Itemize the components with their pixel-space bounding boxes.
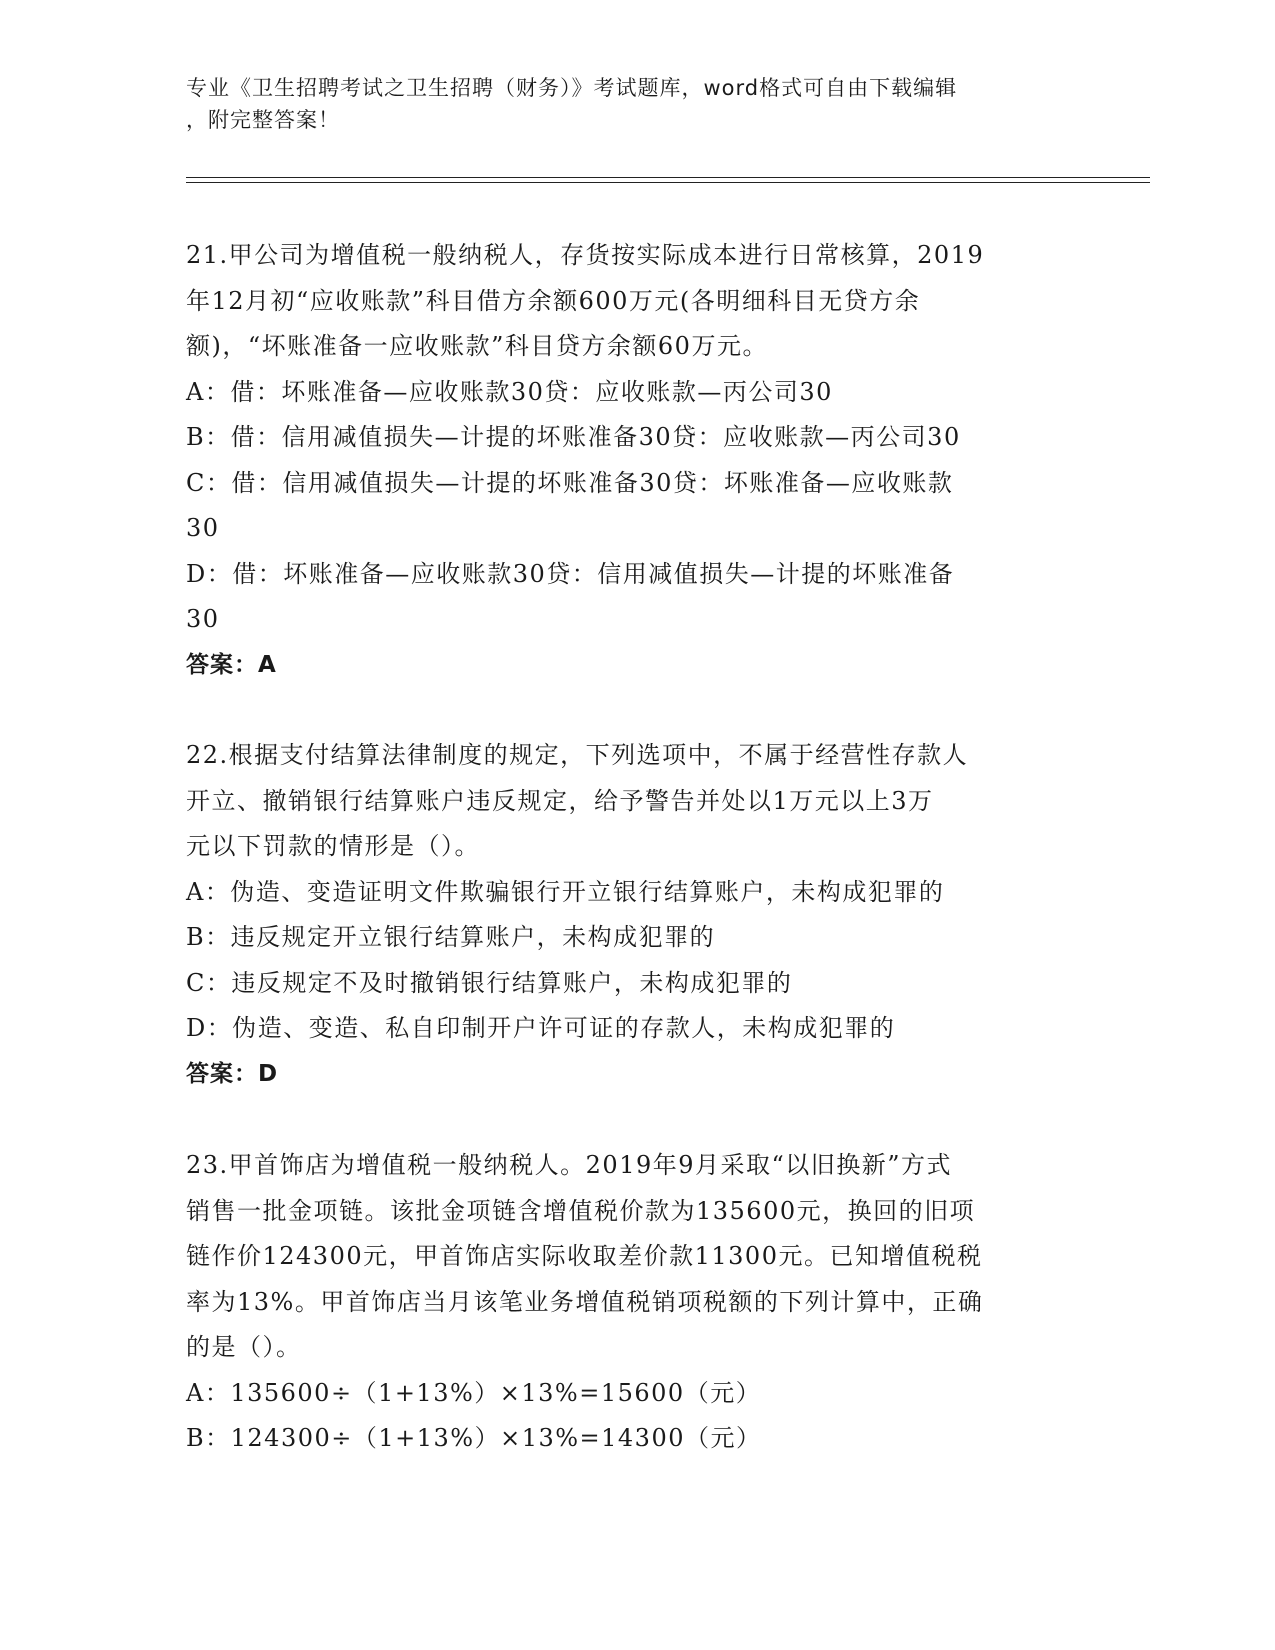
option-a: [186, 1371, 1086, 1417]
header-title-line: ，附完整答案！: [186, 108, 340, 132]
question-stem: [186, 733, 1086, 870]
option-line: A：借：坏账准备—应收账款30贷：应收账款—丙公司30: [186, 377, 833, 406]
header-divider: [186, 182, 1150, 183]
option-line: C：借：信用减值损失—计提的坏账准备30贷：坏账准备—应收账款: [186, 468, 954, 497]
question-stem-line: 额)，“坏账准备一应收账款”科目贷方余额60万元。: [186, 332, 768, 360]
document-header: [186, 72, 1086, 136]
option-a: [186, 370, 1086, 416]
option-line: D：伪造、变造、私自印制开户许可证的存款人，未构成犯罪的: [186, 1014, 896, 1042]
question-21: [186, 233, 1086, 688]
answer-label: 答案：D: [186, 1060, 279, 1087]
question-stem: [186, 233, 1086, 370]
question-stem: [186, 1143, 1086, 1371]
header-title-line: 专业《卫生招聘考试之卫生招聘（财务）》考试题库，word格式可自由下载编辑: [186, 76, 958, 100]
option-b: [186, 915, 1086, 961]
option-line: D：借：坏账准备—应收账款30贷：信用减值损失—计提的坏账准备: [186, 559, 955, 588]
question-22: [186, 733, 1086, 1097]
question-stem-line: 销售一批金项链。该批金项链含增值税价款为135600元，换回的旧项: [186, 1196, 976, 1225]
option-line: A：伪造、变造证明文件欺骗银行开立银行结算账户，未构成犯罪的: [186, 877, 945, 906]
option-line: 30: [186, 514, 220, 542]
option-b: [186, 1416, 1086, 1462]
option-c: [186, 961, 1086, 1007]
header-divider: [186, 177, 1150, 178]
question-stem-line: 的是（）。: [186, 1333, 302, 1361]
answer-label: 答案：A: [186, 651, 277, 678]
option-line: 30: [186, 605, 220, 633]
question-23: [186, 1143, 1086, 1462]
option-line: C：违反规定不及时撤销银行结算账户，未构成犯罪的: [186, 968, 793, 997]
question-stem-line: 22.根据支付结算法律制度的规定，下列选项中，不属于经营性存款人: [186, 741, 969, 769]
question-stem-line: 21.甲公司为增值税一般纳税人，存货按实际成本进行日常核算，2019: [186, 241, 985, 269]
option-b: [186, 415, 1086, 461]
option-d: [186, 552, 1086, 643]
option-line: B：借：信用减值损失—计提的坏账准备30贷：应收账款—丙公司30: [186, 423, 961, 451]
question-stem-line: 23.甲首饰店为增值税一般纳税人。2019年9月采取“以旧换新”方式: [186, 1151, 953, 1179]
question-stem-line: 年12月初“应收账款”科目借方余额600万元(各明细科目无贷方余: [186, 286, 921, 315]
option-c: [186, 461, 1086, 552]
question-stem-line: 率为13%。甲首饰店当月该笔业务增值税销项税额的下列计算中，正确: [186, 1287, 984, 1316]
option-line: B：124300÷（1+13%）×13%=14300（元）: [186, 1424, 762, 1452]
question-stem-line: 链作价124300元，甲首饰店实际收取差价款11300元。已知增值税税: [186, 1242, 983, 1270]
option-a: [186, 870, 1086, 916]
option-line: A：135600÷（1+13%）×13%=15600（元）: [186, 1378, 762, 1407]
option-d: [186, 1006, 1086, 1052]
option-line: B：违反规定开立银行结算账户，未构成犯罪的: [186, 923, 716, 951]
question-stem-line: 元以下罚款的情形是（）。: [186, 832, 480, 860]
question-stem-line: 开立、撤销银行结算账户违反规定，给予警告并处以1万元以上3万: [186, 786, 934, 815]
